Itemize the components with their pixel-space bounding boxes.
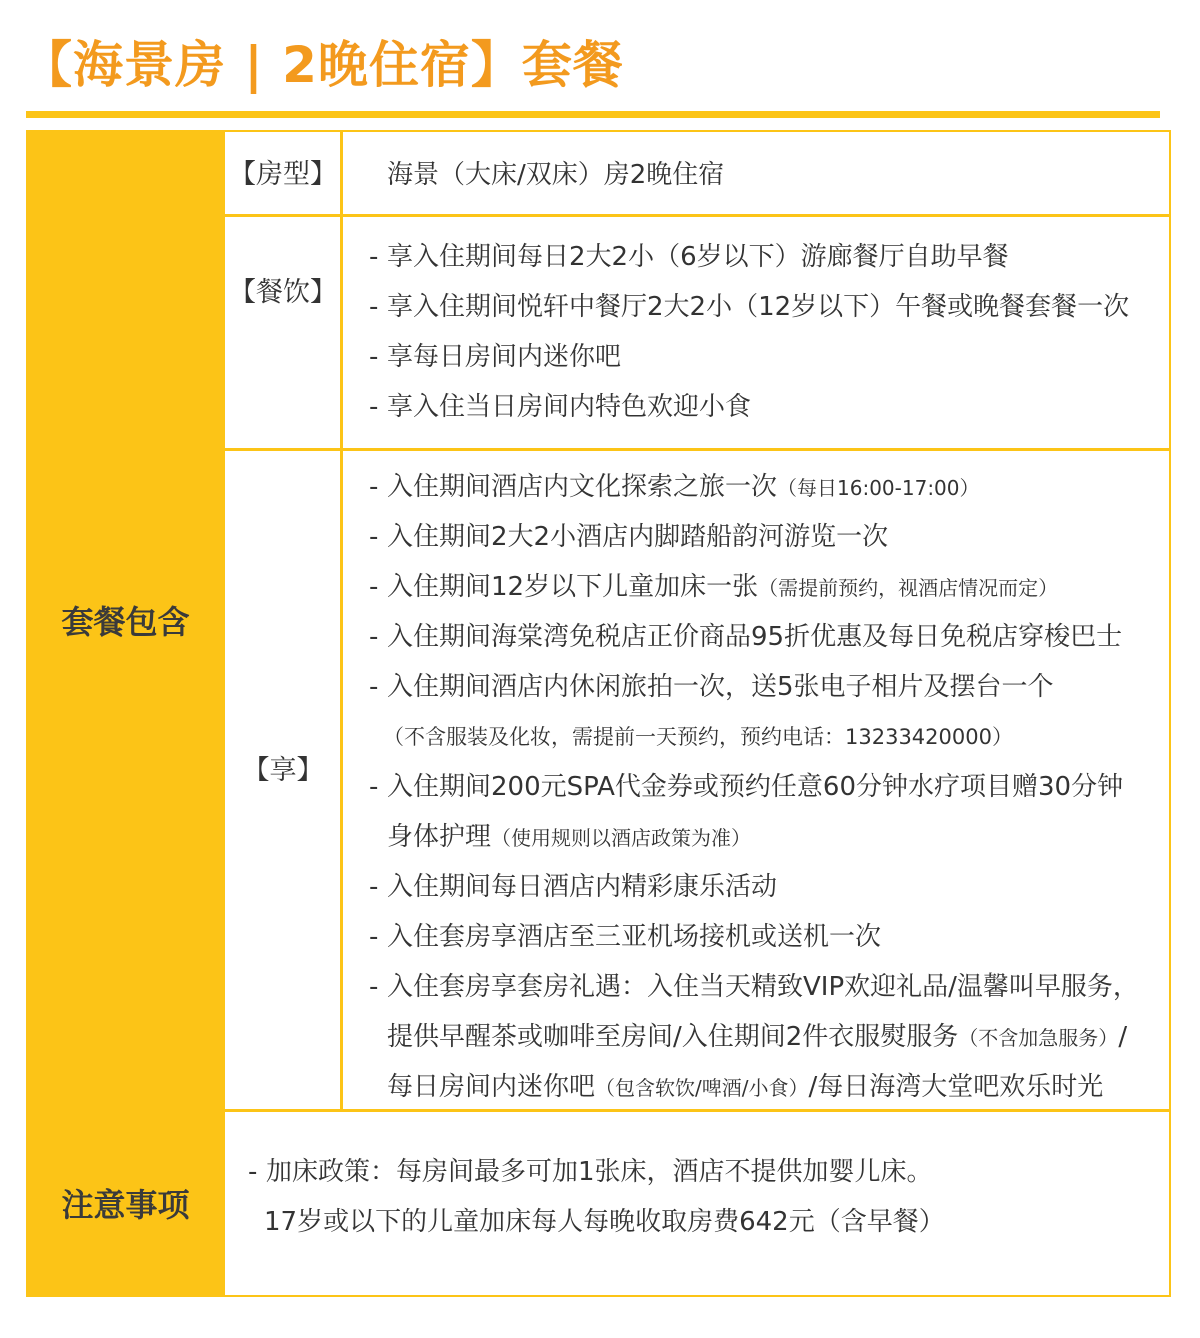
list-item-continuation: 每日房间内迷你吧 （包含软饮/啤酒/小食） /每日海湾大堂吧欢乐时光	[387, 1072, 1104, 1102]
room-text: 海景（大床/双床）房2晚住宿	[387, 160, 725, 190]
enjoy-label: 【享】	[242, 755, 324, 786]
notice-content	[226, 1147, 1168, 1247]
dash-bullet: -	[369, 872, 379, 902]
list-item: - 入住期间每日酒店内精彩康乐活动	[343, 862, 1168, 912]
list-item: - 入住期间12岁以下儿童加床一张 （需提前预约，视酒店情况而定）	[343, 562, 1168, 612]
dash-bullet: -	[369, 922, 379, 952]
dash-bullet: -	[369, 392, 379, 422]
list-item: - 享每日房间内迷你吧	[343, 332, 1168, 382]
list-item-continuation: 提供早醒茶或咖啡至房间/入住期间2件衣服熨服务 （不含加急服务） /	[387, 1022, 1128, 1052]
notice-line: - 加床政策：每房间最多可加1张床，酒店不提供加婴儿床。	[226, 1147, 1168, 1197]
dash-bullet: -	[369, 522, 379, 552]
dash-bullet: -	[369, 572, 379, 602]
dining-label: 【餐饮】	[229, 277, 337, 308]
row-divider	[225, 448, 1170, 451]
list-item: - 享入住当日房间内特色欢迎小食	[343, 382, 1168, 432]
dash-bullet: -	[369, 622, 379, 652]
room-content	[343, 150, 1168, 200]
row-divider	[225, 214, 1170, 217]
dash-bullet: -	[248, 1157, 258, 1187]
title-underline	[26, 111, 1160, 118]
dash-bullet: -	[369, 972, 379, 1002]
enjoy-list	[343, 462, 1168, 1112]
notice-heading: 注意事项	[26, 1110, 225, 1296]
notice-line: 17岁或以下的儿童加床每人每晚收取房费642元（含早餐）	[264, 1207, 945, 1237]
list-item: - 享入住期间悦轩中餐厅2大2小（12岁以下）午餐或晚餐套餐一次	[343, 282, 1168, 332]
list-item: - 入住期间酒店内休闲旅拍一次，送5张电子相片及摆台一个	[343, 662, 1168, 712]
list-item-note: （不含服装及化妆，需提前一天预约，预约电话：13233420000）	[383, 725, 1013, 749]
dining-list	[343, 232, 1168, 432]
dash-bullet: -	[369, 342, 379, 372]
list-item: - 入住期间酒店内文化探索之旅一次 （每日16:00-17:00）	[343, 462, 1168, 512]
list-item: - 入住期间2大2小酒店内脚踏船韵河游览一次	[343, 512, 1168, 562]
dash-bullet: -	[369, 472, 379, 502]
dash-bullet: -	[369, 292, 379, 322]
list-item: - 享入住期间每日2大2小（6岁以下）游廊餐厅自助早餐	[343, 232, 1168, 282]
package-heading: 套餐包含	[26, 130, 225, 1110]
dash-bullet: -	[369, 672, 379, 702]
list-item: - 入住期间200元SPA代金券或预约任意60分钟水疗项目赠30分钟	[343, 762, 1168, 812]
dash-bullet: -	[369, 772, 379, 802]
room-label: 【房型】	[229, 159, 337, 190]
list-item: - 入住套房享酒店至三亚机场接机或送机一次	[343, 912, 1168, 962]
dash-bullet: -	[369, 242, 379, 272]
list-item: - 入住套房享套房礼遇：入住当天精致VIP欢迎礼品/温馨叫早服务，	[343, 962, 1168, 1012]
page-title: 【海景房 | 2晚住宿】套餐	[22, 36, 624, 94]
list-item: - 入住期间海棠湾免税店正价商品95折优惠及每日免税店穿梭巴士	[343, 612, 1168, 662]
list-item-continuation: 身体护理 （使用规则以酒店政策为准）	[387, 822, 752, 852]
